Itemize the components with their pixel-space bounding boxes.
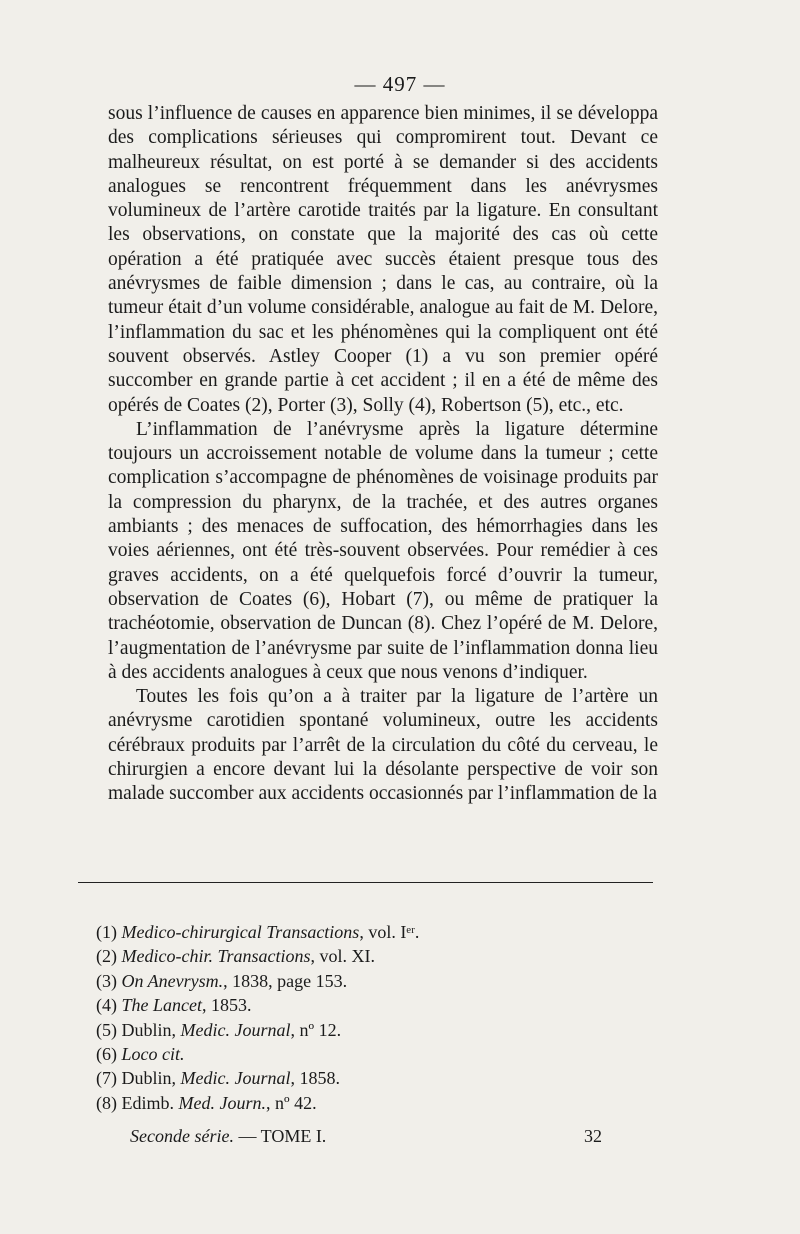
paragraph: L’inflammation de l’anévrysme après la ligature détermine toujours un accroissement notable de volume dans la tumeur ; cette complication s’accompagne de phénomènes de voisinage produits par la compression du pharynx, de la trachée, et des autres organes ambiants ; des menaces de suffocation, des hémorrhagies dans les voies aériennes, ont été très-souvent observées. Pour remédier à ces graves accidents, on a été quelquefois forcé d’ouvrir la tumeur, observation de Coates (6), Hobart (7), ou même de pratiquer la trachéotomie, observation de Duncan (8). Chez l’opéré de M. Delore, l’augmentation de l’anévrysme par suite de l’inflammation donna lieu à des accidents analogues à ceux que nous venons d’indiquer. [108, 418, 658, 683]
footnote-prefix: Dublin, [121, 1019, 181, 1040]
footnote-title: Medico-chir. Transactions [121, 946, 311, 967]
body-text [108, 102, 658, 807]
footnote-detail: , vol. XI. [310, 946, 375, 967]
footnote-number: (2) [96, 946, 117, 967]
page-number: — 497 — [354, 72, 446, 96]
footnote-separator [78, 882, 653, 883]
footnote-detail: , nº 12. [290, 1019, 342, 1040]
footnote [96, 993, 656, 1017]
footnote-number: (6) [96, 1044, 117, 1065]
paragraph: sous l’influence de causes en apparence bien minimes, il se développa des complications sérieuses qui compromirent tout. Devant ce malheureux résultat, on est porté à se demander si des accidents analogues se rencontrent fréquemment dans les anévrysmes volumineux de l’artère carotide traités par la ligature. En consultant les observations, on constate que la majorité des cas où cette opération a été pratiquée avec succès étaient presque tous des anévrysmes de faible dimension ; dans le cas, au contraire, où la tumeur était d’un volume considérable, analogue au fait de M. Delore, l’inflammation du sac et les phénomènes qui la compliquent ont été souvent observés. Astley Cooper (1) a vu son premier opéré succomber en grande partie à cet accident ; il en a été de même des opérés de Coates (2), Porter (3), Solly (4), Robertson (5), etc., etc. [108, 103, 658, 416]
footnote [96, 944, 656, 968]
footnote-number: (1) [96, 922, 117, 942]
footnote [96, 920, 656, 944]
footnote-number: (7) [96, 1068, 117, 1089]
footnote-title: Loco cit. [121, 1044, 185, 1065]
footnote-detail: , 1838, page 153. [223, 970, 348, 991]
footnote-title: Med. Journ. [178, 1092, 266, 1113]
tome-label: — TOME I. [233, 1126, 327, 1146]
footnote-number: (4) [96, 995, 117, 1016]
footnote [96, 1066, 656, 1090]
footnote-title: Medic. Journal [180, 1068, 291, 1089]
footnote [96, 1018, 656, 1042]
footnote-prefix: Dublin, [121, 1068, 181, 1089]
series-label: Seconde série. [130, 1126, 234, 1146]
footnote [96, 969, 656, 993]
footnote-prefix: Edimb. [121, 1092, 179, 1113]
footnote-title: On Anevrysm. [121, 970, 224, 991]
footnote-number: (8) [96, 1092, 117, 1113]
footnote-detail: , 1858. [290, 1068, 340, 1089]
footnote-number: (5) [96, 1019, 117, 1040]
footnote-title: Medic. Journal [180, 1019, 291, 1040]
footnote-detail: , vol. Iᵉʳ. [359, 922, 420, 942]
footnotes [96, 920, 656, 1115]
footnote-detail: , 1853. [202, 995, 252, 1016]
footnote-title: Medico-chirurgical Transactions [121, 922, 360, 942]
footnote [96, 1042, 656, 1066]
signature-mark: 32 [584, 1126, 602, 1146]
footnote-number: (3) [96, 970, 117, 991]
footnote-title: The Lancet [121, 995, 202, 1016]
page-footer [130, 1126, 602, 1147]
footnote-detail: , nº 42. [265, 1092, 317, 1113]
footnote [96, 1091, 656, 1115]
paragraph: Toutes les fois qu’on a à traiter par la ligature de l’artère un anévrysme carotidien spontané volumineux, outre les accidents cérébraux produits par l’arrêt de la circulation du côté du cerveau, le chirurgien a encore devant lui la désolante perspective de voir son malade succomber aux accidents occasionnés par l’inflammation de la [108, 686, 658, 805]
